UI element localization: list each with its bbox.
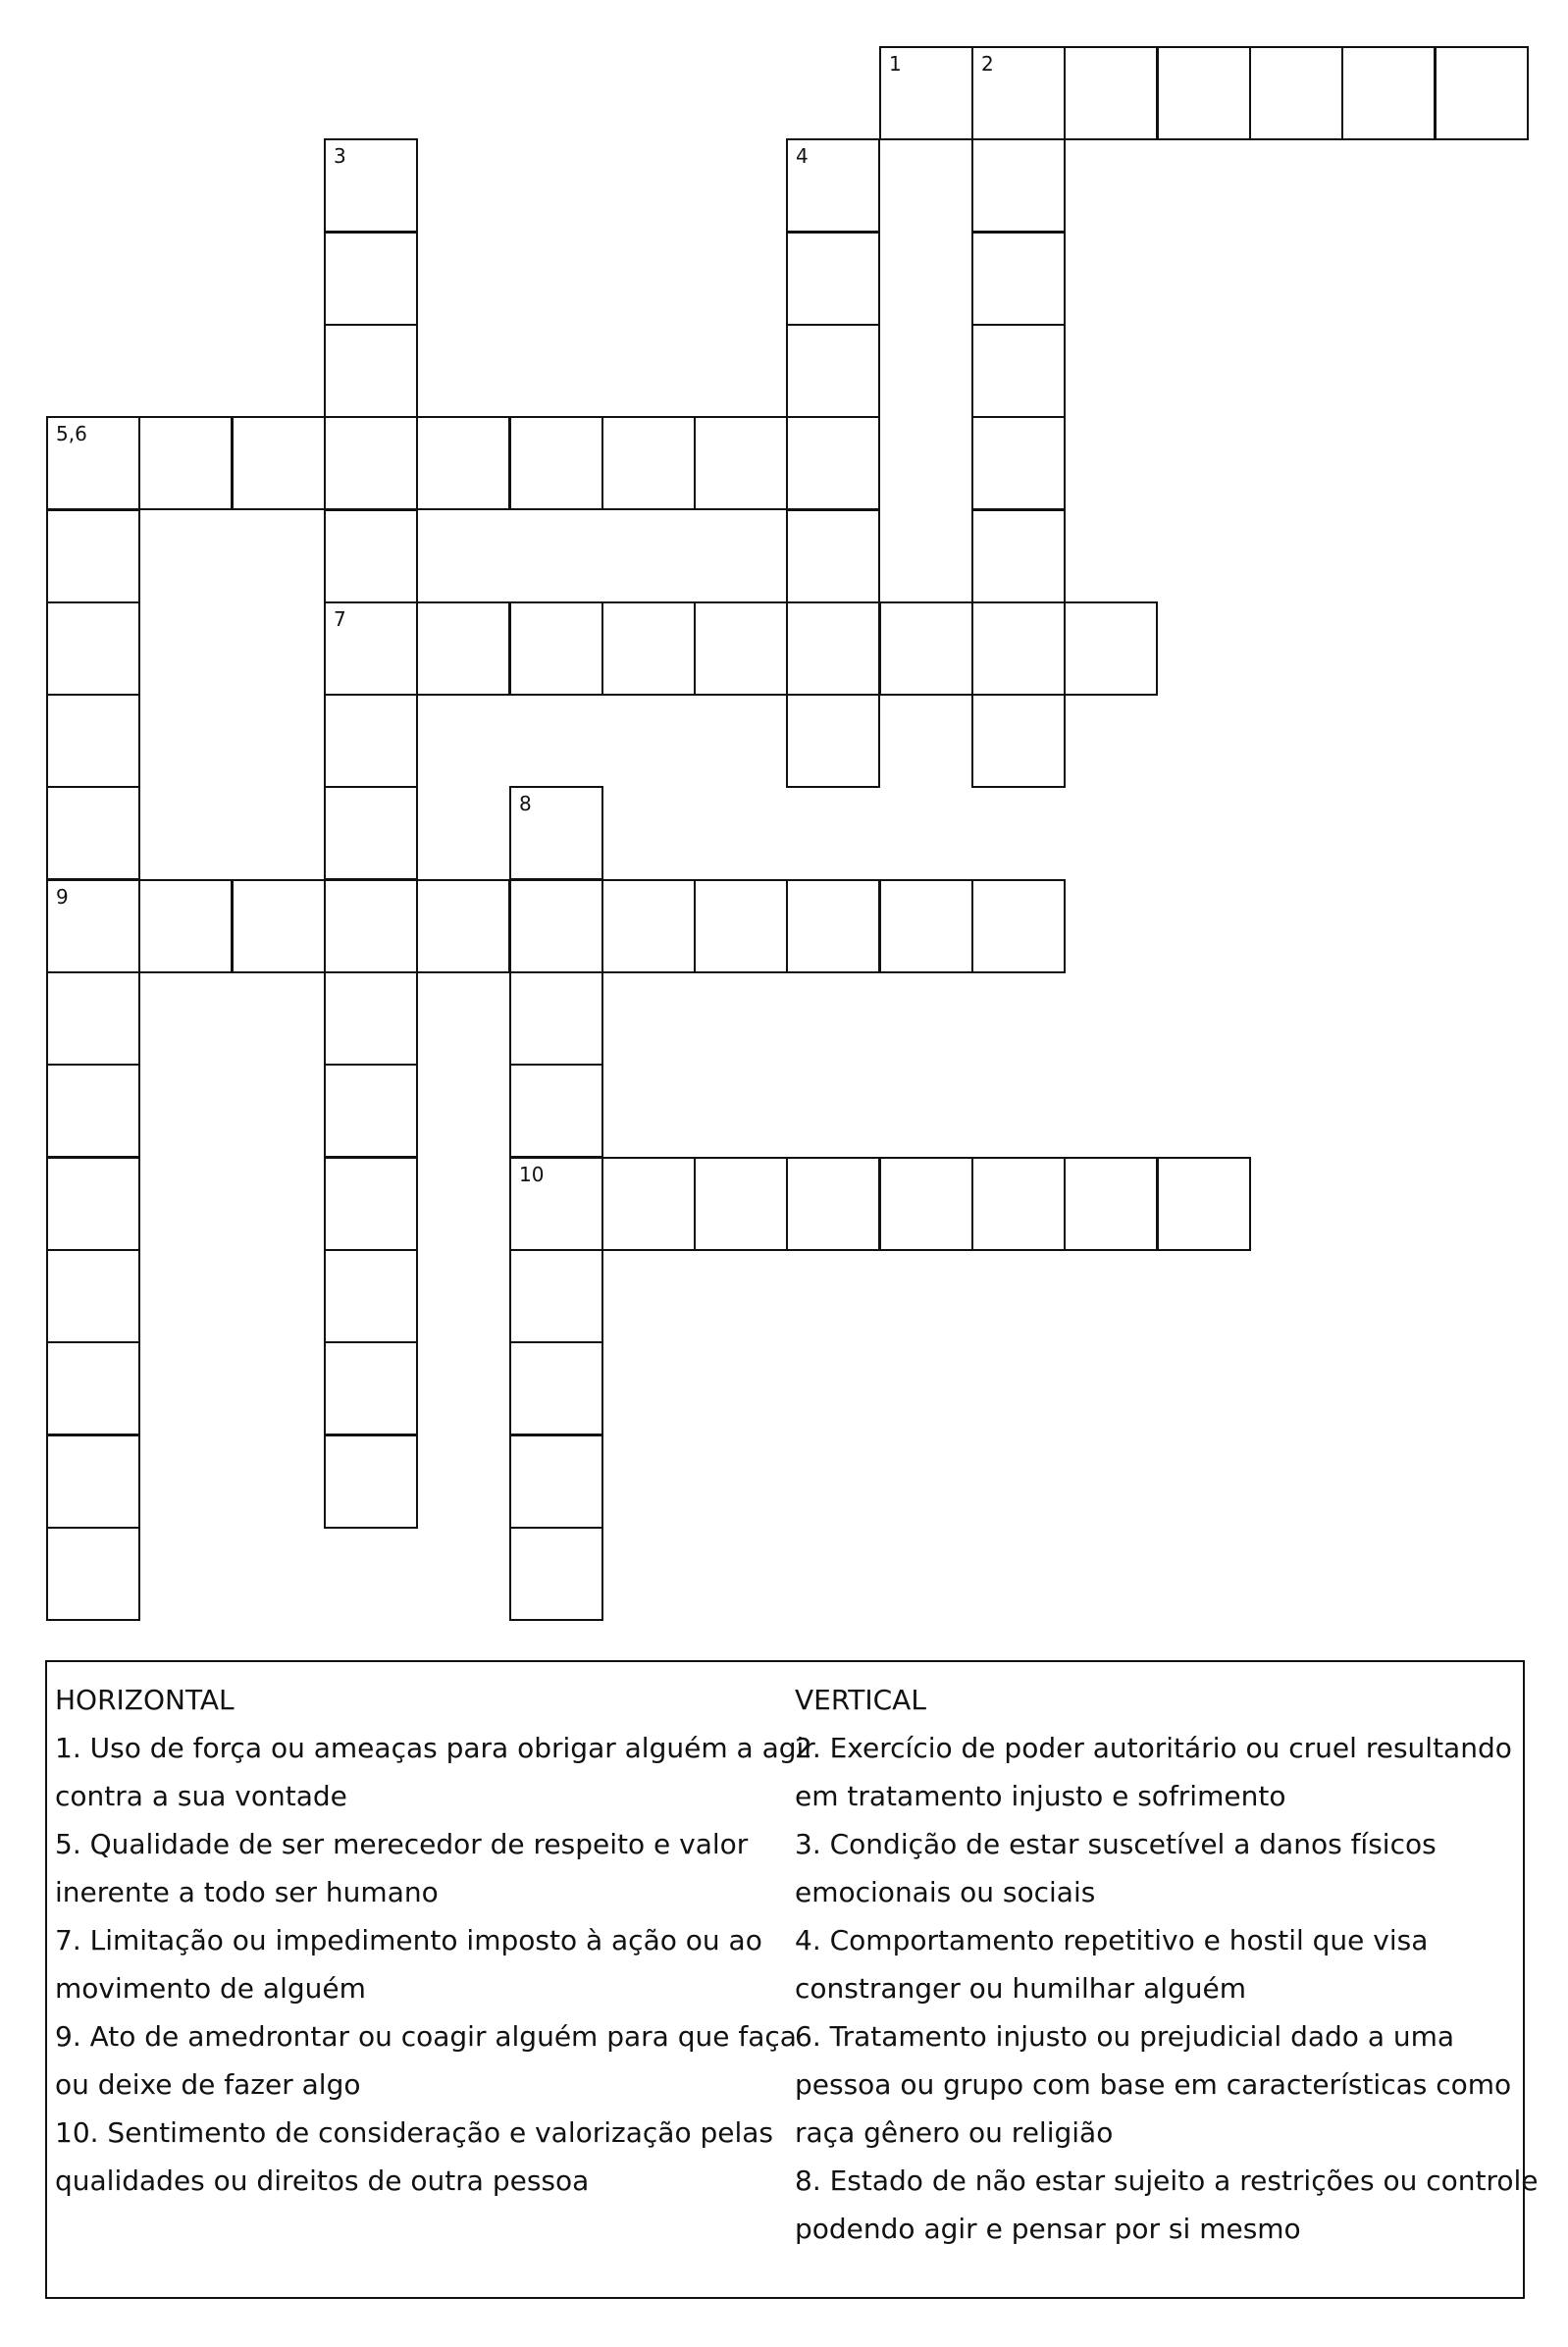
clue-line: movimento de alguém [55, 1972, 366, 2005]
vertical-heading: VERTICAL [795, 1684, 926, 1716]
crossword-cell[interactable] [46, 1527, 140, 1621]
crossword-cell[interactable] [509, 971, 603, 1066]
clue-line: contra a sua vontade [55, 1780, 347, 1812]
crossword-cell[interactable] [324, 1249, 418, 1343]
crossword-cell[interactable] [509, 786, 603, 880]
crossword-cell[interactable] [509, 1157, 603, 1251]
clue-line: 7. Limitação ou impedimento imposto à ação ou ao [55, 1924, 762, 1956]
crossword-cell[interactable] [46, 1157, 140, 1251]
clue-line: qualidades ou direitos de outra pessoa [55, 2164, 590, 2197]
crossword-cell[interactable] [232, 416, 326, 510]
crossword-cell[interactable] [694, 601, 788, 696]
crossword-cell[interactable] [509, 1341, 603, 1435]
clue-line: 4. Comportamento repetitivo e hostil que visa [795, 1924, 1429, 1956]
clue-line: 3. Condição de estar suscetível a danos físicos [795, 1828, 1437, 1860]
crossword-cell[interactable] [694, 416, 788, 510]
clue-line: podendo agir e pensar por si mesmo [795, 2213, 1301, 2245]
crossword-cell[interactable] [786, 232, 880, 326]
clue-line: 8. Estado de não estar sujeito a restrições ou controle [795, 2164, 1539, 2197]
clue-number: 7 [334, 607, 346, 631]
clue-number: 3 [334, 144, 346, 168]
crossword-cell[interactable] [971, 1157, 1066, 1251]
crossword-cell[interactable] [46, 879, 140, 973]
clue-number: 10 [519, 1163, 545, 1186]
crossword-cell[interactable] [324, 232, 418, 326]
crossword-cell[interactable] [786, 416, 880, 510]
clue-line: emocionais ou sociais [795, 1876, 1096, 1908]
crossword-cell[interactable] [324, 416, 418, 510]
crossword-cell[interactable] [601, 1157, 696, 1251]
crossword-cell[interactable] [46, 786, 140, 880]
clue-line: constranger ou humilhar alguém [795, 1972, 1247, 2005]
crossword-cell[interactable] [1064, 1157, 1158, 1251]
crossword-cell[interactable] [971, 601, 1066, 696]
crossword-cell[interactable] [971, 232, 1066, 326]
crossword-cell[interactable] [786, 694, 880, 788]
crossword-cell[interactable] [879, 46, 973, 140]
crossword-cell[interactable] [1157, 46, 1251, 140]
crossword-cell[interactable] [324, 971, 418, 1066]
crossword-cell[interactable] [509, 1064, 603, 1158]
clue-number: 4 [796, 144, 809, 168]
crossword-cell[interactable] [971, 509, 1066, 603]
crossword-cell[interactable] [138, 416, 233, 510]
crossword-cell[interactable] [786, 601, 880, 696]
crossword-cell[interactable] [416, 879, 510, 973]
vertical-clues [795, 1676, 1539, 2253]
clue-line: 1. Uso de força ou ameaças para obrigar alguém a agir [55, 1732, 815, 1764]
crossword-cell[interactable] [601, 879, 696, 973]
crossword-cell[interactable] [324, 324, 418, 418]
crossword-cell[interactable] [971, 879, 1066, 973]
crossword-cell[interactable] [46, 1064, 140, 1158]
crossword-cell[interactable] [1341, 46, 1436, 140]
clue-number: 2 [981, 52, 994, 76]
clue-line: 5. Qualidade de ser merecedor de respeito e valor [55, 1828, 749, 1860]
crossword-cell[interactable] [509, 1527, 603, 1621]
crossword-cell[interactable] [324, 1064, 418, 1158]
crossword-cell[interactable] [46, 601, 140, 696]
crossword-cell[interactable] [416, 416, 510, 510]
crossword-cell[interactable] [1064, 46, 1158, 140]
crossword-cell[interactable] [971, 46, 1066, 140]
crossword-cell[interactable] [324, 879, 418, 973]
crossword-cell[interactable] [46, 509, 140, 603]
crossword-cell[interactable] [879, 601, 973, 696]
crossword-cell[interactable] [324, 509, 418, 603]
clues-box [45, 1660, 1539, 2299]
crossword-cell[interactable] [1157, 1157, 1251, 1251]
horizontal-heading: HORIZONTAL [55, 1684, 235, 1716]
clue-line: em tratamento injusto e sofrimento [795, 1780, 1286, 1812]
crossword-cell[interactable] [879, 1157, 973, 1251]
clue-line: pessoa ou grupo com base em características como [795, 2068, 1512, 2101]
crossword-cell[interactable] [324, 1341, 418, 1435]
clue-line: 9. Ato de amedrontar ou coagir alguém para que faça [55, 2020, 797, 2053]
crossword-cell[interactable] [232, 879, 326, 973]
crossword-cell[interactable] [786, 1157, 880, 1251]
crossword-cell[interactable] [786, 138, 880, 233]
crossword-cell[interactable] [879, 879, 973, 973]
clue-number: 9 [56, 885, 69, 909]
clue-line: 2. Exercício de poder autoritário ou cruel resultando [795, 1732, 1512, 1764]
crossword-cell[interactable] [324, 601, 418, 696]
crossword-cell[interactable] [46, 416, 140, 510]
crossword-cell[interactable] [786, 509, 880, 603]
crossword-cell[interactable] [138, 879, 233, 973]
crossword-cell[interactable] [324, 138, 418, 233]
crossword-cell[interactable] [416, 601, 510, 696]
crossword-cell[interactable] [1064, 601, 1158, 696]
crossword-cell[interactable] [324, 1434, 418, 1529]
crossword-cell[interactable] [694, 879, 788, 973]
crossword-cell[interactable] [509, 879, 603, 973]
crossword-cell[interactable] [786, 879, 880, 973]
clue-line: 6. Tratamento injusto ou prejudicial dado a uma [795, 2020, 1455, 2053]
crossword-cell[interactable] [694, 1157, 788, 1251]
clue-number: 8 [519, 792, 532, 815]
crossword-cell[interactable] [971, 138, 1066, 233]
crossword-cell[interactable] [46, 694, 140, 788]
crossword-cell[interactable] [509, 416, 603, 510]
crossword-cell[interactable] [971, 324, 1066, 418]
clue-line: inerente a todo ser humano [55, 1876, 439, 1908]
crossword-cell[interactable] [601, 416, 696, 510]
crossword-cell[interactable] [786, 324, 880, 418]
crossword-cell[interactable] [46, 971, 140, 1066]
crossword-cell[interactable] [46, 1341, 140, 1435]
clue-number: 1 [889, 52, 902, 76]
clue-line: 10. Sentimento de consideração e valorização pelas [55, 2116, 774, 2149]
crossword-cell[interactable] [46, 1434, 140, 1529]
crossword-cell[interactable] [1249, 46, 1343, 140]
crossword-cell[interactable] [971, 694, 1066, 788]
crossword-cell[interactable] [509, 1249, 603, 1343]
crossword-cell[interactable] [509, 1434, 603, 1529]
clue-number: 5,6 [56, 422, 87, 445]
clue-line: ou deixe de fazer algo [55, 2068, 361, 2101]
crossword-cell[interactable] [324, 786, 418, 880]
crossword-cell[interactable] [1435, 46, 1529, 140]
crossword-cell[interactable] [601, 601, 696, 696]
clue-line: raça gênero ou religião [795, 2116, 1114, 2149]
crossword-cell[interactable] [324, 694, 418, 788]
crossword-cell[interactable] [324, 1157, 418, 1251]
crossword-cell[interactable] [971, 416, 1066, 510]
crossword-cell[interactable] [509, 601, 603, 696]
horizontal-clues [55, 1676, 815, 2205]
crossword-cell[interactable] [46, 1249, 140, 1343]
